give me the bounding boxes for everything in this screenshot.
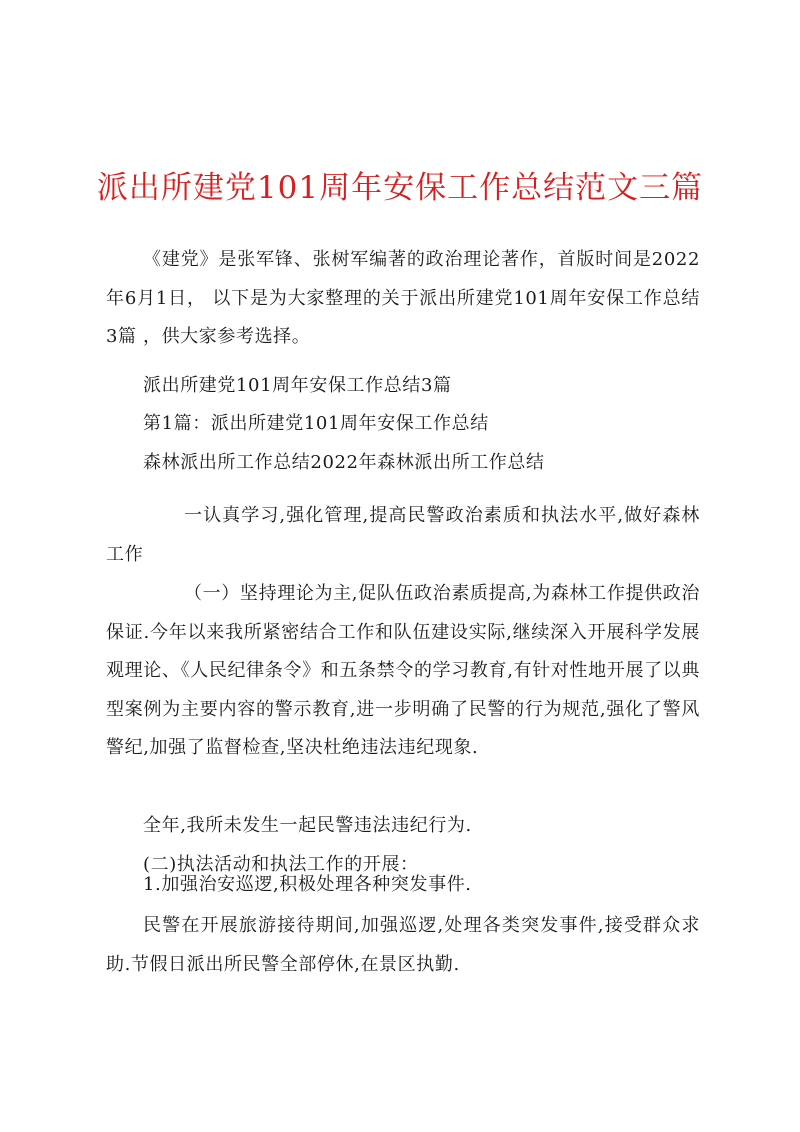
section-heading-one: 一认真学习,强化管理,提高民警政治素质和执法水平,做好森林工作 [106, 505, 700, 565]
section-subtitle: 森林派出所工作总结2022年森林派出所工作总结 [143, 452, 545, 473]
document-title: 派出所建党101周年安保工作总结范文三篇 [96, 170, 704, 206]
body-paragraph: （一）坚持理论为主,促队伍政治素质提高,为森林工作提供政治保证.今年以来我所紧密结合工作和队伍建设实际,继续深入开展科学发展观理论、《人民纪律条令》和五条禁令的学习教育,有针对性地开展了以典型案例为主要内容的警示教育,进一步明确了民警的行为规范,强化了警风警纪,加强了监督检查,坚决杜绝违法违纪现象. [106, 583, 700, 758]
body-paragraph: 全年,我所未发生一起民警违法违纪行为. [143, 815, 472, 836]
list-item-heading: 1.加强治安巡逻,积极处理各种突发事件. [143, 874, 472, 895]
intro-paragraph: 《建党》是张军锋、张树军编著的政治理论著作，首版时间是2022年6月1日， 以下是为大家整理的关于派出所建党101周年安保工作总结3篇 ，供大家参考选择。 [106, 249, 700, 347]
body-paragraph: 民警在开展旅游接待期间,加强巡逻,处理各类突发事件,接受群众求助.节假日派出所民警全部停休,在景区执勤. [106, 915, 700, 975]
chapter-heading: 第1篇：派出所建党101周年安保工作总结 [143, 413, 489, 434]
summary-heading: 派出所建党101周年安保工作总结3篇 [143, 375, 452, 396]
subsection-heading: (二)执法活动和执法工作的开展： [143, 854, 419, 875]
